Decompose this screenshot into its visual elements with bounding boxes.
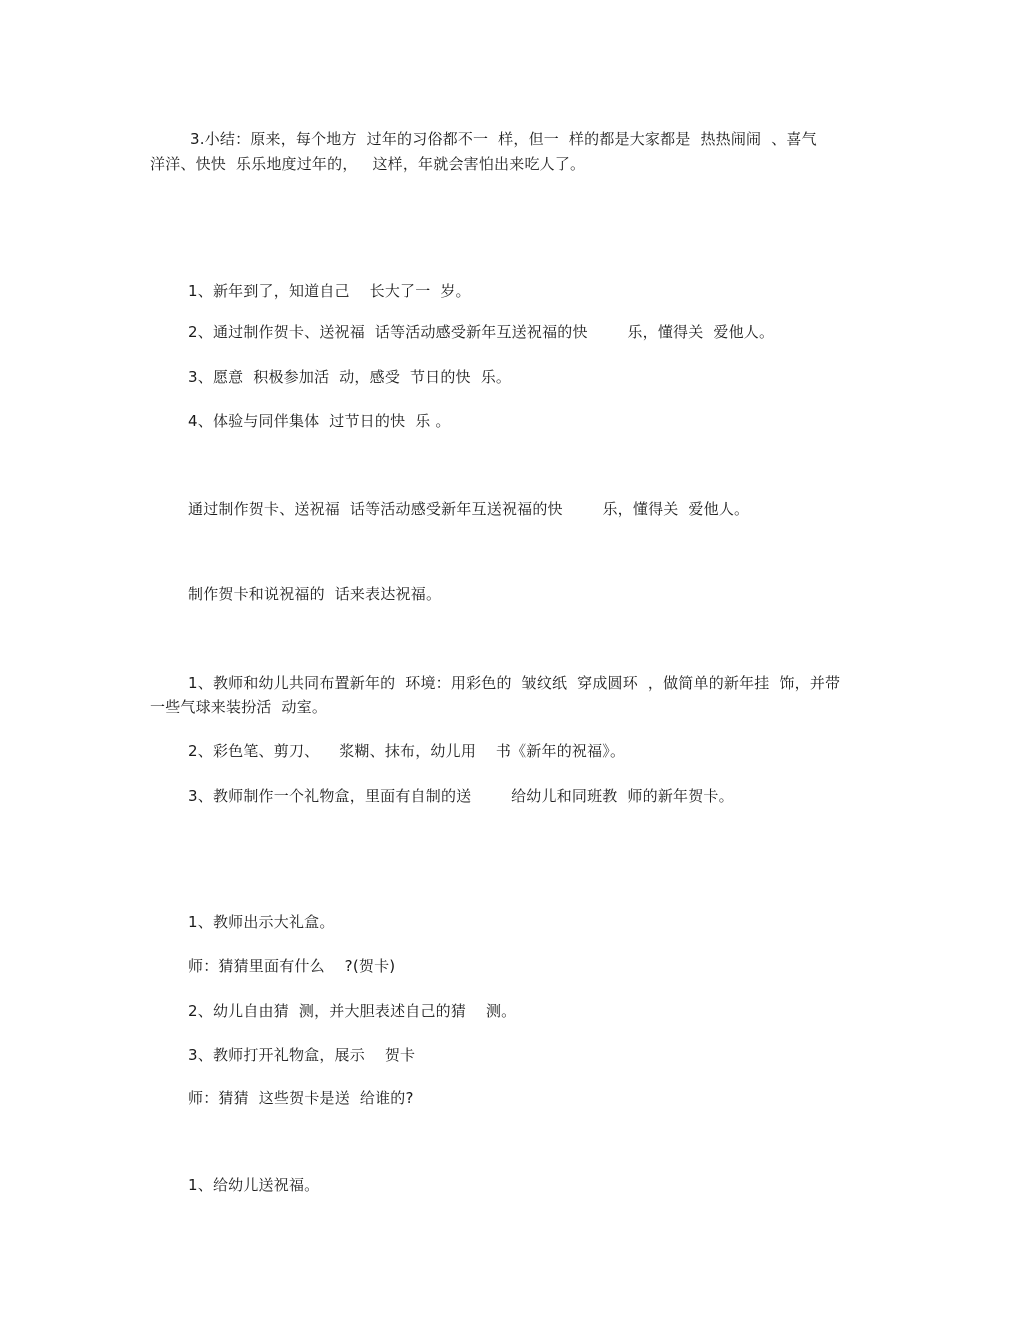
process-step-1: 1、教师出示大礼盒。 [188,913,335,931]
goal-item-1: 1、新年到了，知道自己 长大了一 岁。 [188,282,471,300]
blessing-step-1: 1、给幼儿送祝福。 [188,1176,320,1194]
goal-item-4: 4、体验与同伴集体 过节日的快 乐 。 [188,412,451,430]
process-step-3: 3、教师打开礼物盒，展示 贺卡 [188,1046,416,1064]
process-teacher-question-2: 师：猜猜 这些贺卡是送 给谁的? [188,1089,414,1107]
goal-item-3: 3、愿意 积极参加活 动，感受 节日的快 乐。 [188,368,512,386]
preparation-item-2: 2、彩色笔、剪刀、 浆糊、抹布，幼儿用 书《新年的祝福》。 [188,742,626,760]
summary-line-1: 3.小结：原来，每个地方 过年的习俗都不一 样，但一 样的都是大家都是 热热闹闹 、喜气 [190,130,817,148]
difficulty-text: 制作贺卡和说祝福的 话来表达祝福。 [188,585,442,603]
key-point-text: 通过制作贺卡、送祝福 话等活动感受新年互送祝福的快 乐，懂得关 爱他人。 [188,500,750,518]
goal-item-2: 2、通过制作贺卡、送祝福 话等活动感受新年互送祝福的快 乐，懂得关 爱他人。 [188,323,775,341]
process-step-2: 2、幼儿自由猜 测，并大胆表述自己的猜 测。 [188,1002,517,1020]
preparation-item-1-line-2: 一些气球来装扮活 动室。 [150,698,328,716]
preparation-item-1-line-1: 1、教师和幼儿共同布置新年的 环境：用彩色的 皱纹纸 穿成圆环 ，做简单的新年挂 饰，并带 [188,674,841,692]
process-teacher-question-1: 师：猜猜里面有什么 ?(贺卡) [188,957,396,975]
preparation-item-3: 3、教师制作一个礼物盒，里面有自制的送 给幼儿和同班教 师的新年贺卡。 [188,787,734,805]
summary-line-2: 洋洋、快快 乐乐地度过年的， 这样，年就会害怕出来吃人了。 [150,155,586,173]
